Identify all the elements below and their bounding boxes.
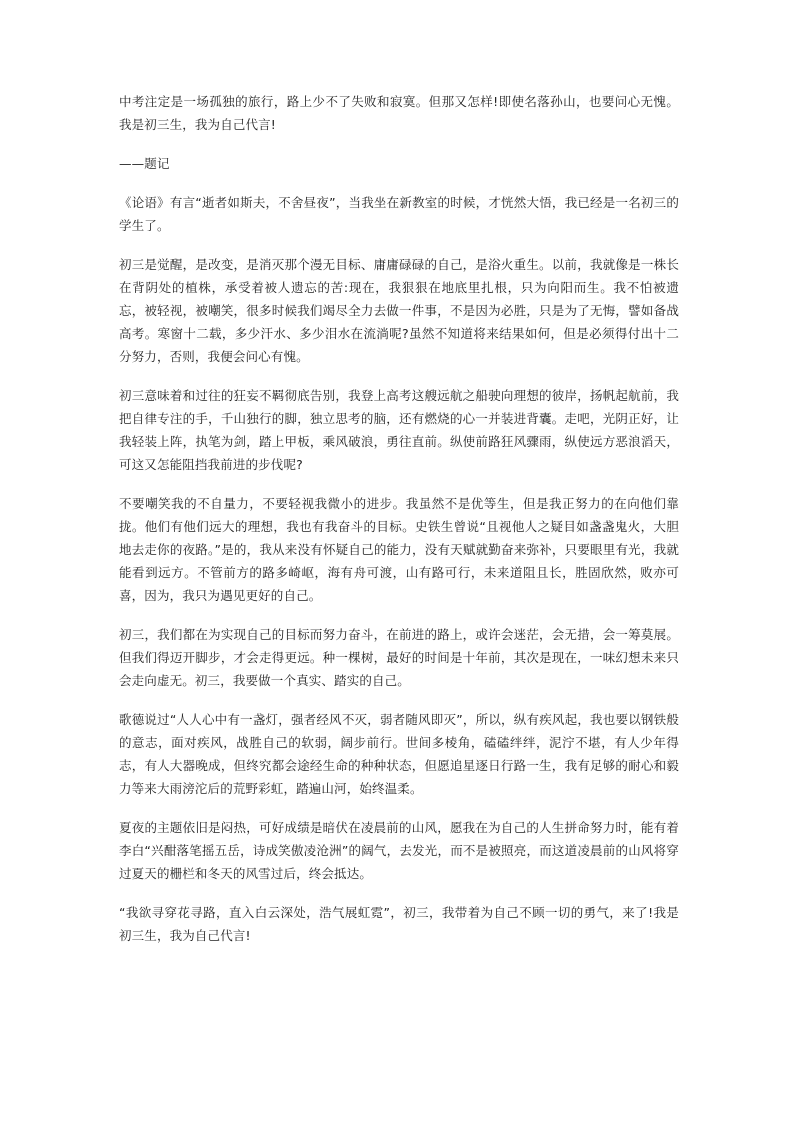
document-body <box>119 90 679 947</box>
body-paragraph: 初三是觉醒，是改变，是消灭那个漫无目标、庸庸碌碌的自己，是浴火重生。以前，我就像是一株长在背阴处的植株，承受着被人遗忘的苦:现在，我狠狠在地底里扎根，只为向阳而生。我不怕被遗忘，被轻视，被嘲笑，很多时候我们竭尽全力去做一件事，不是因为必胜，只是为了无悔，譬如备战高考。寒窗十二载，多少汗水、多少泪水在流淌呢?虽然不知道将来结果如何，但是必须得付出十二分努力，否则，我便会问心有愧。 <box>119 257 679 364</box>
closing-paragraph: “我欲寻穿花寻路，直入白云深处，浩气展虹霓”，初三，我带着为自己不顾一切的勇气，来了!我是初三生，我为自己代言! <box>119 905 679 943</box>
body-paragraph: 初三意味着和过往的狂妄不羁彻底告别，我登上高考这艘远航之船驶向理想的彼岸，扬帆起航前，我把自律专注的手，千山独行的脚，独立思考的脑，还有燃烧的心一并装进背囊。走吧，光阴正好，让我轻装上阵，执笔为剑，踏上甲板，乘风破浪，勇往直前。纵使前路狂风骤雨，纵使远方恶浪滔天，可这又怎能阻挡我前进的步伐呢? <box>119 388 679 472</box>
body-paragraph: 不要嘲笑我的不自量力，不要轻视我微小的进步。我虽然不是优等生，但是我正努力的在向他们靠拢。他们有他们远大的理想，我也有我奋斗的目标。史铁生曾说“且视他人之疑目如盏盏鬼火，大胆地去走你的夜路。”是的，我从来没有怀疑自己的能力，没有天赋就勤奋来弥补，只要眼里有光，我就能看到远方。不管前方的路多崎岖，海有舟可渡，山有路可行，未来道阻且长，胜固欣然，败亦可喜，因为，我只为遇见更好的自己。 <box>119 496 679 603</box>
intro-paragraph: 中考注定是一场孤独的旅行，路上少不了失败和寂寞。但那又怎样!即使名落孙山，也要问心无愧。我是初三生，我为自己代言! <box>119 94 679 132</box>
epigraph-attribution: ——题记 <box>119 156 170 171</box>
body-paragraph: 夏夜的主题依旧是闷热，可好成绩是暗伏在凌晨前的山风，愿我在为自己的人生拼命努力时，能有着李白“兴酣落笔摇五岳，诗成笑傲凌沧洲”的阔气，去发光，而不是被照亮，而这道凌晨前的山风将穿过夏天的栅栏和冬天的风雪过后，终会抵达。 <box>119 820 679 881</box>
body-paragraph: 歌德说过“人人心中有一盏灯，强者经风不灭，弱者随风即灭”，所以，纵有疾风起，我也要以钢铁般的意志，面对疾风，战胜自己的软弱，阔步前行。世间多棱角，磕磕绊绊，泥泞不堪，有人少年得志，有人大器晚成，但终究都会途经生命的种种状态，但愿追星逐日行路一生，我有足够的耐心和毅力等来大雨滂沱后的荒野彩虹，踏遍山河，始终温柔。 <box>119 712 679 796</box>
body-paragraph: 初三，我们都在为实现自己的目标而努力奋斗，在前进的路上，或许会迷茫，会无措，会一筹莫展。但我们得迈开脚步，才会走得更远。种一棵树，最好的时间是十年前，其次是现在，一味幻想未来只会走向虚无。初三，我要做一个真实、踏实的自己。 <box>119 627 679 688</box>
body-paragraph: 《论语》有言“逝者如斯夫，不舍昼夜”，当我坐在新教室的时候，才恍然大悟，我已经是一名初三的学生了。 <box>119 195 679 233</box>
